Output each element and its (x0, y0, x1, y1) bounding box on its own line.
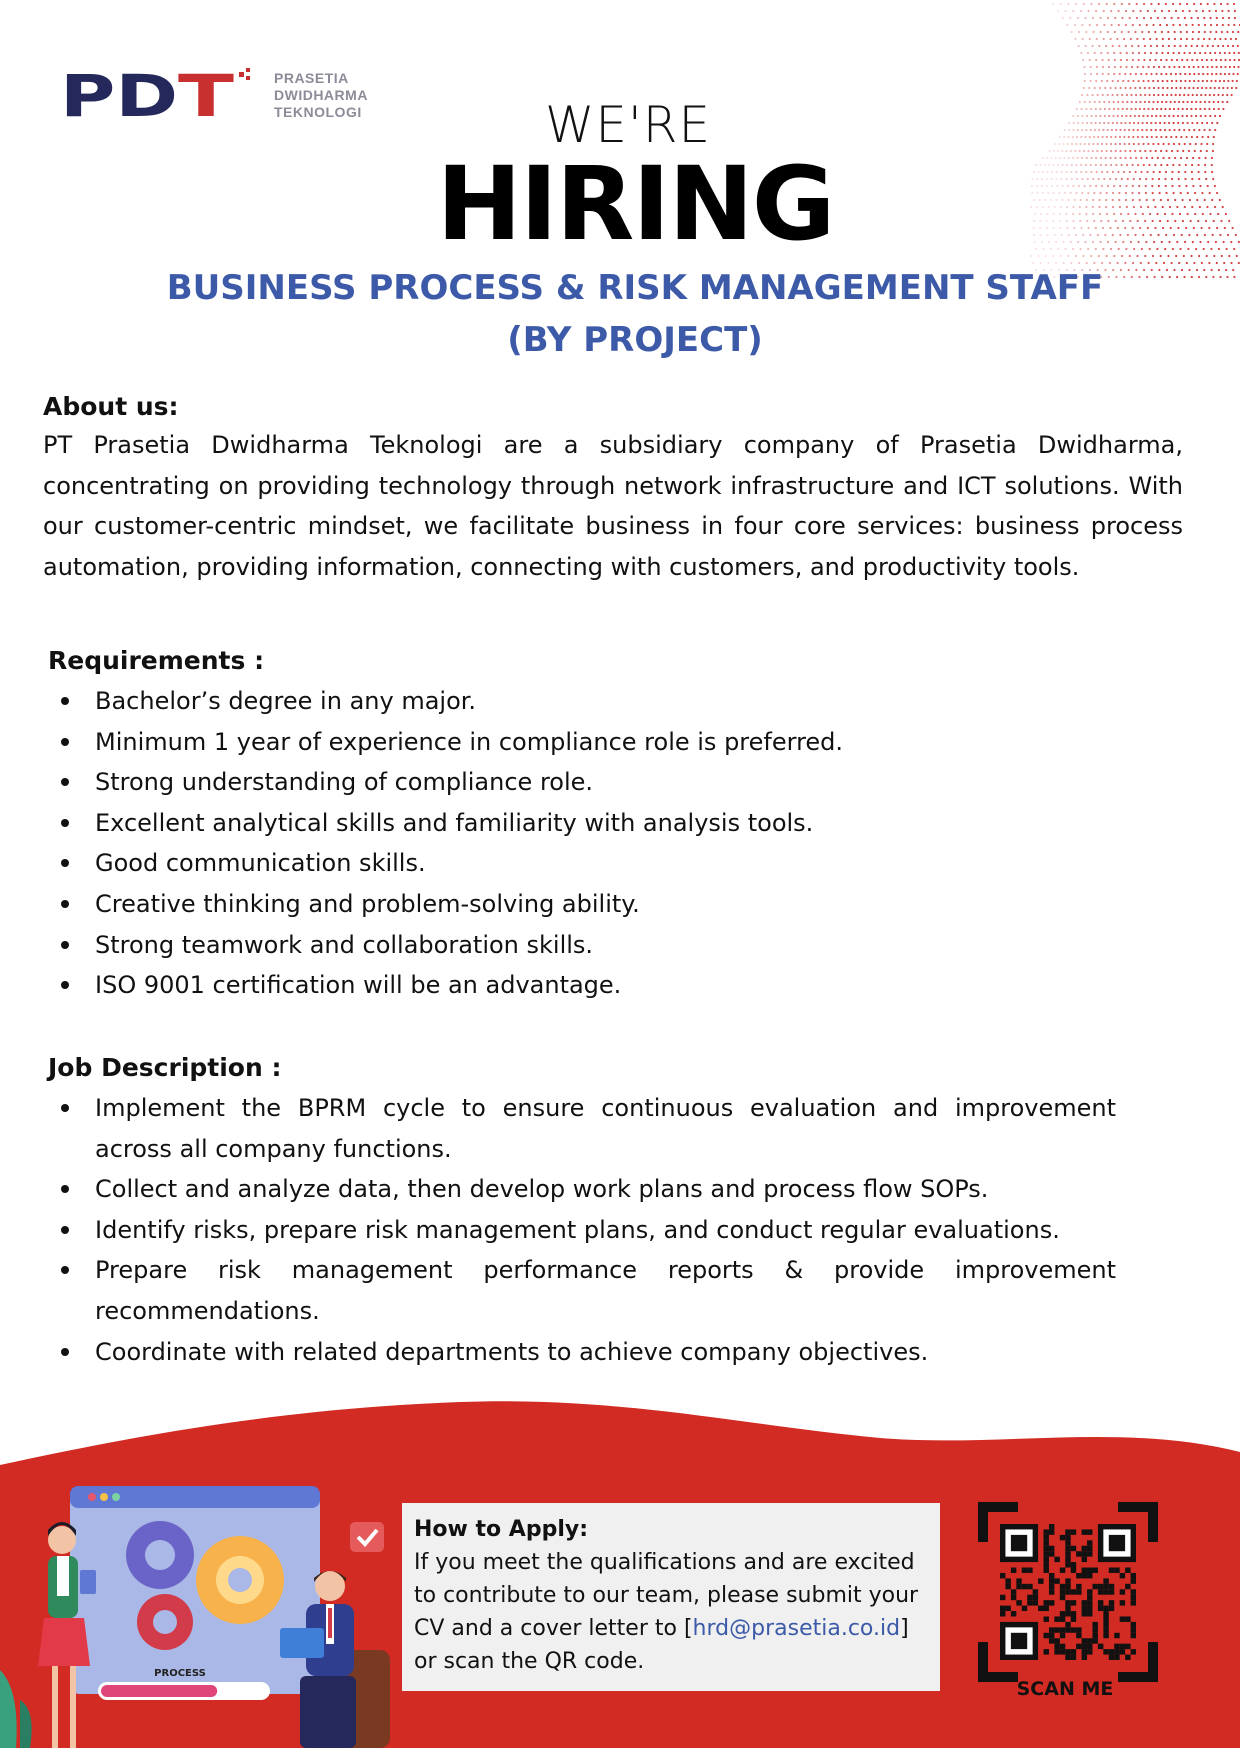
list-item: Bachelor’s degree in any major. (48, 681, 1148, 722)
scan-me-label: SCAN ME (1016, 1678, 1114, 1700)
logo-letters-pd: PD (60, 66, 178, 124)
list-item: Good communication skills. (48, 843, 1148, 884)
list-item: Implement the BPRM cycle to ensure continuous evaluation and improvement across all company functions. (48, 1088, 1116, 1169)
job-title-line2: (BY PROJECT) (507, 320, 763, 360)
list-item: Strong teamwork and collaboration skills. (48, 925, 1148, 966)
how-to-apply-box (402, 1503, 940, 1691)
list-item: Prepare risk management performance reports & provide improvement recommendations. (48, 1250, 1116, 1331)
job-description-heading: Job Description : (48, 1053, 282, 1082)
how-to-apply-heading: How to Apply: (414, 1517, 589, 1542)
hiring-heading: HIRING (436, 145, 834, 264)
process-label: PROCESS (154, 1668, 206, 1679)
company-name-line: DWIDHARMA (274, 86, 368, 103)
list-item: Identify risks, prepare risk management plans, and conduct regular evaluations. (48, 1210, 1116, 1251)
list-item: ISO 9001 certification will be an advantage. (48, 965, 1148, 1006)
company-name-line: PRASETIA (274, 69, 349, 86)
about-section (43, 392, 1183, 587)
gear-icon (126, 1521, 194, 1589)
process-illustration (0, 1470, 400, 1748)
list-item: Minimum 1 year of experience in compliance role is preferred. (48, 722, 1148, 763)
list-item: Creative thinking and problem-solving ability. (48, 884, 1148, 925)
email-link[interactable]: hrd@prasetia.co.id (692, 1616, 901, 1641)
apply-text-before: If you meet the qualifications and are excited to contribute to our team, please submit your CV and a cover letter to [ (414, 1550, 919, 1641)
requirements-section (48, 646, 1148, 1006)
gear-icon (196, 1536, 284, 1624)
logo-letter-t: T (178, 66, 235, 124)
list-item: Strong understanding of compliance role. (48, 762, 1148, 803)
qr-code[interactable] (978, 1502, 1158, 1682)
requirements-list (48, 681, 1148, 1006)
list-item: Coordinate with related departments to achieve company objectives. (48, 1332, 1116, 1373)
job-description-list (48, 1088, 1116, 1372)
list-item: Collect and analyze data, then develop work plans and process flow SOPs. (48, 1169, 1116, 1210)
job-description-section (48, 1053, 1116, 1372)
about-heading: About us: (43, 392, 179, 421)
process-bar-fill (101, 1685, 217, 1697)
how-to-apply-text (414, 1546, 928, 1678)
checkmark-icon (350, 1522, 384, 1552)
plant-icon (0, 1670, 32, 1748)
job-title-line1: BUSINESS PROCESS & RISK MANAGEMENT STAFF (166, 268, 1104, 308)
about-body: PT Prasetia Dwidharma Teknologi are a subsidiary company of Prasetia Dwidharma, concentrating on providing technology through network infrastructure and ICT solutions. With our customer-centric mindset, we facilitate business in four core services: business process automation, providing information, connecting with customers, and productivity tools. (43, 431, 1183, 581)
were-heading: WE'RE (544, 96, 712, 154)
apply-text-after: ] or scan the QR code. (414, 1616, 909, 1674)
gear-icon (137, 1594, 193, 1650)
qr-pattern (1000, 1524, 1136, 1660)
list-item: Excellent analytical skills and familiarity with analysis tools. (48, 803, 1148, 844)
requirements-heading: Requirements : (48, 646, 265, 675)
job-title (40, 262, 1230, 366)
company-name-line: TEKNOLOGI (274, 103, 362, 120)
